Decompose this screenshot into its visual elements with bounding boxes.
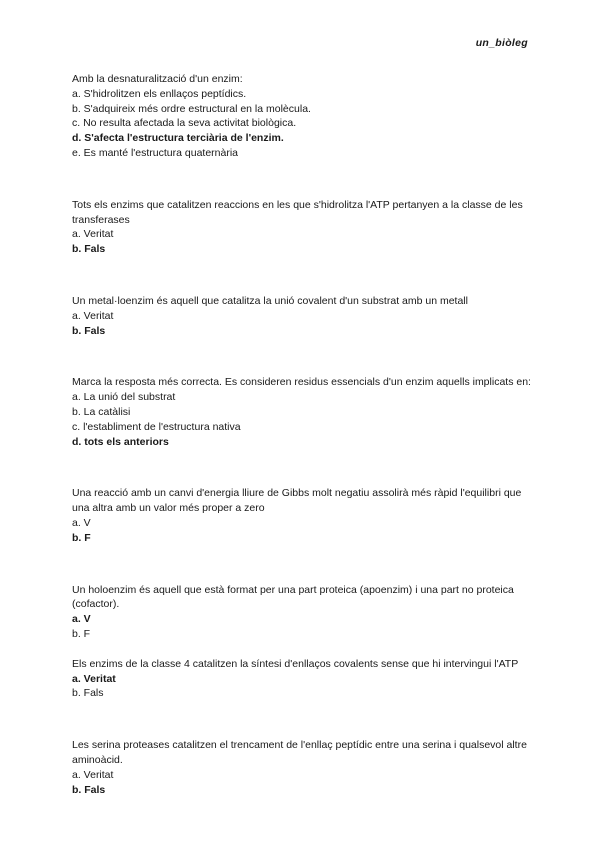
answer-option: c. l'establiment de l'estructura nativa: [72, 420, 241, 433]
question-text: Un holoenzim és aquell que està format per una part proteica (apoenzim) i una part no proteica (cofactor).: [72, 583, 514, 611]
answer-option-correct: d. tots els anteriors: [72, 435, 169, 448]
question-text: Un metal·loenzim és aquell que catalitza la unió covalent d'un substrat amb un metall: [72, 294, 468, 307]
answer-option: b. F: [72, 627, 91, 640]
question-text: Marca la resposta més correcta. Es consideren residus essencials d'un enzim aquells implicats en:: [72, 376, 531, 389]
answer-option: a. Veritat: [72, 228, 114, 241]
answer-option-correct: a. Veritat: [72, 672, 116, 685]
answer-option-correct: b. Fals: [72, 783, 106, 796]
answer-option: a. Veritat: [72, 309, 114, 322]
question: [72, 375, 532, 449]
question: [72, 583, 532, 642]
answer-option-correct: b. F: [72, 531, 91, 544]
answer-option-correct: b. Fals: [72, 324, 106, 337]
answer-option-correct: d. S'afecta l'estructura terciària de l'enzim.: [72, 132, 284, 145]
question: [72, 738, 532, 797]
question-list: [72, 72, 532, 797]
answer-option: a. V: [72, 516, 91, 529]
answer-option: a. Veritat: [72, 768, 114, 781]
question-text: Les serina proteases catalitzen el trencament de l'enllaç peptídic entre una serina i qualsevol altre aminoàcid.: [72, 739, 527, 766]
answer-option: b. S'adquireix més ordre estructural en la molècula.: [72, 102, 311, 115]
question-text: Tots els enzims que catalitzen reaccions en les que s'hidrolitza l'ATP pertanyen a la classe de les transferases: [72, 198, 523, 226]
answer-option: b. Fals: [72, 687, 104, 700]
answer-option-correct: b. Fals: [72, 243, 106, 256]
question: [72, 657, 532, 701]
question-text: Els enzims de la classe 4 catalitzen la síntesi d'enllaços covalents sense que hi intervingui l'ATP: [72, 657, 519, 670]
answer-option-correct: a. V: [72, 613, 91, 626]
question-text: Amb la desnaturalització d'un enzim:: [72, 73, 243, 85]
answer-option: e. Es manté l'estructura quaternària: [72, 146, 239, 159]
answer-option: a. La unió del substrat: [72, 391, 176, 404]
answer-option: a. S'hidrolitzen els enllaços peptídics.: [72, 87, 247, 100]
answer-option: b. La catàlisi: [72, 405, 131, 418]
question: [72, 486, 532, 545]
question: [72, 294, 532, 338]
question: [72, 72, 532, 161]
answer-option: c. No resulta afectada la seva activitat biològica.: [72, 117, 297, 130]
question-text: Una reacció amb un canvi d'energia lliure de Gibbs molt negatiu assolirà més ràpid l'equilibri que una altra amb un valor més proper a zero: [72, 487, 522, 515]
page-header: un_biòleg: [475, 37, 528, 49]
question: [72, 198, 532, 257]
